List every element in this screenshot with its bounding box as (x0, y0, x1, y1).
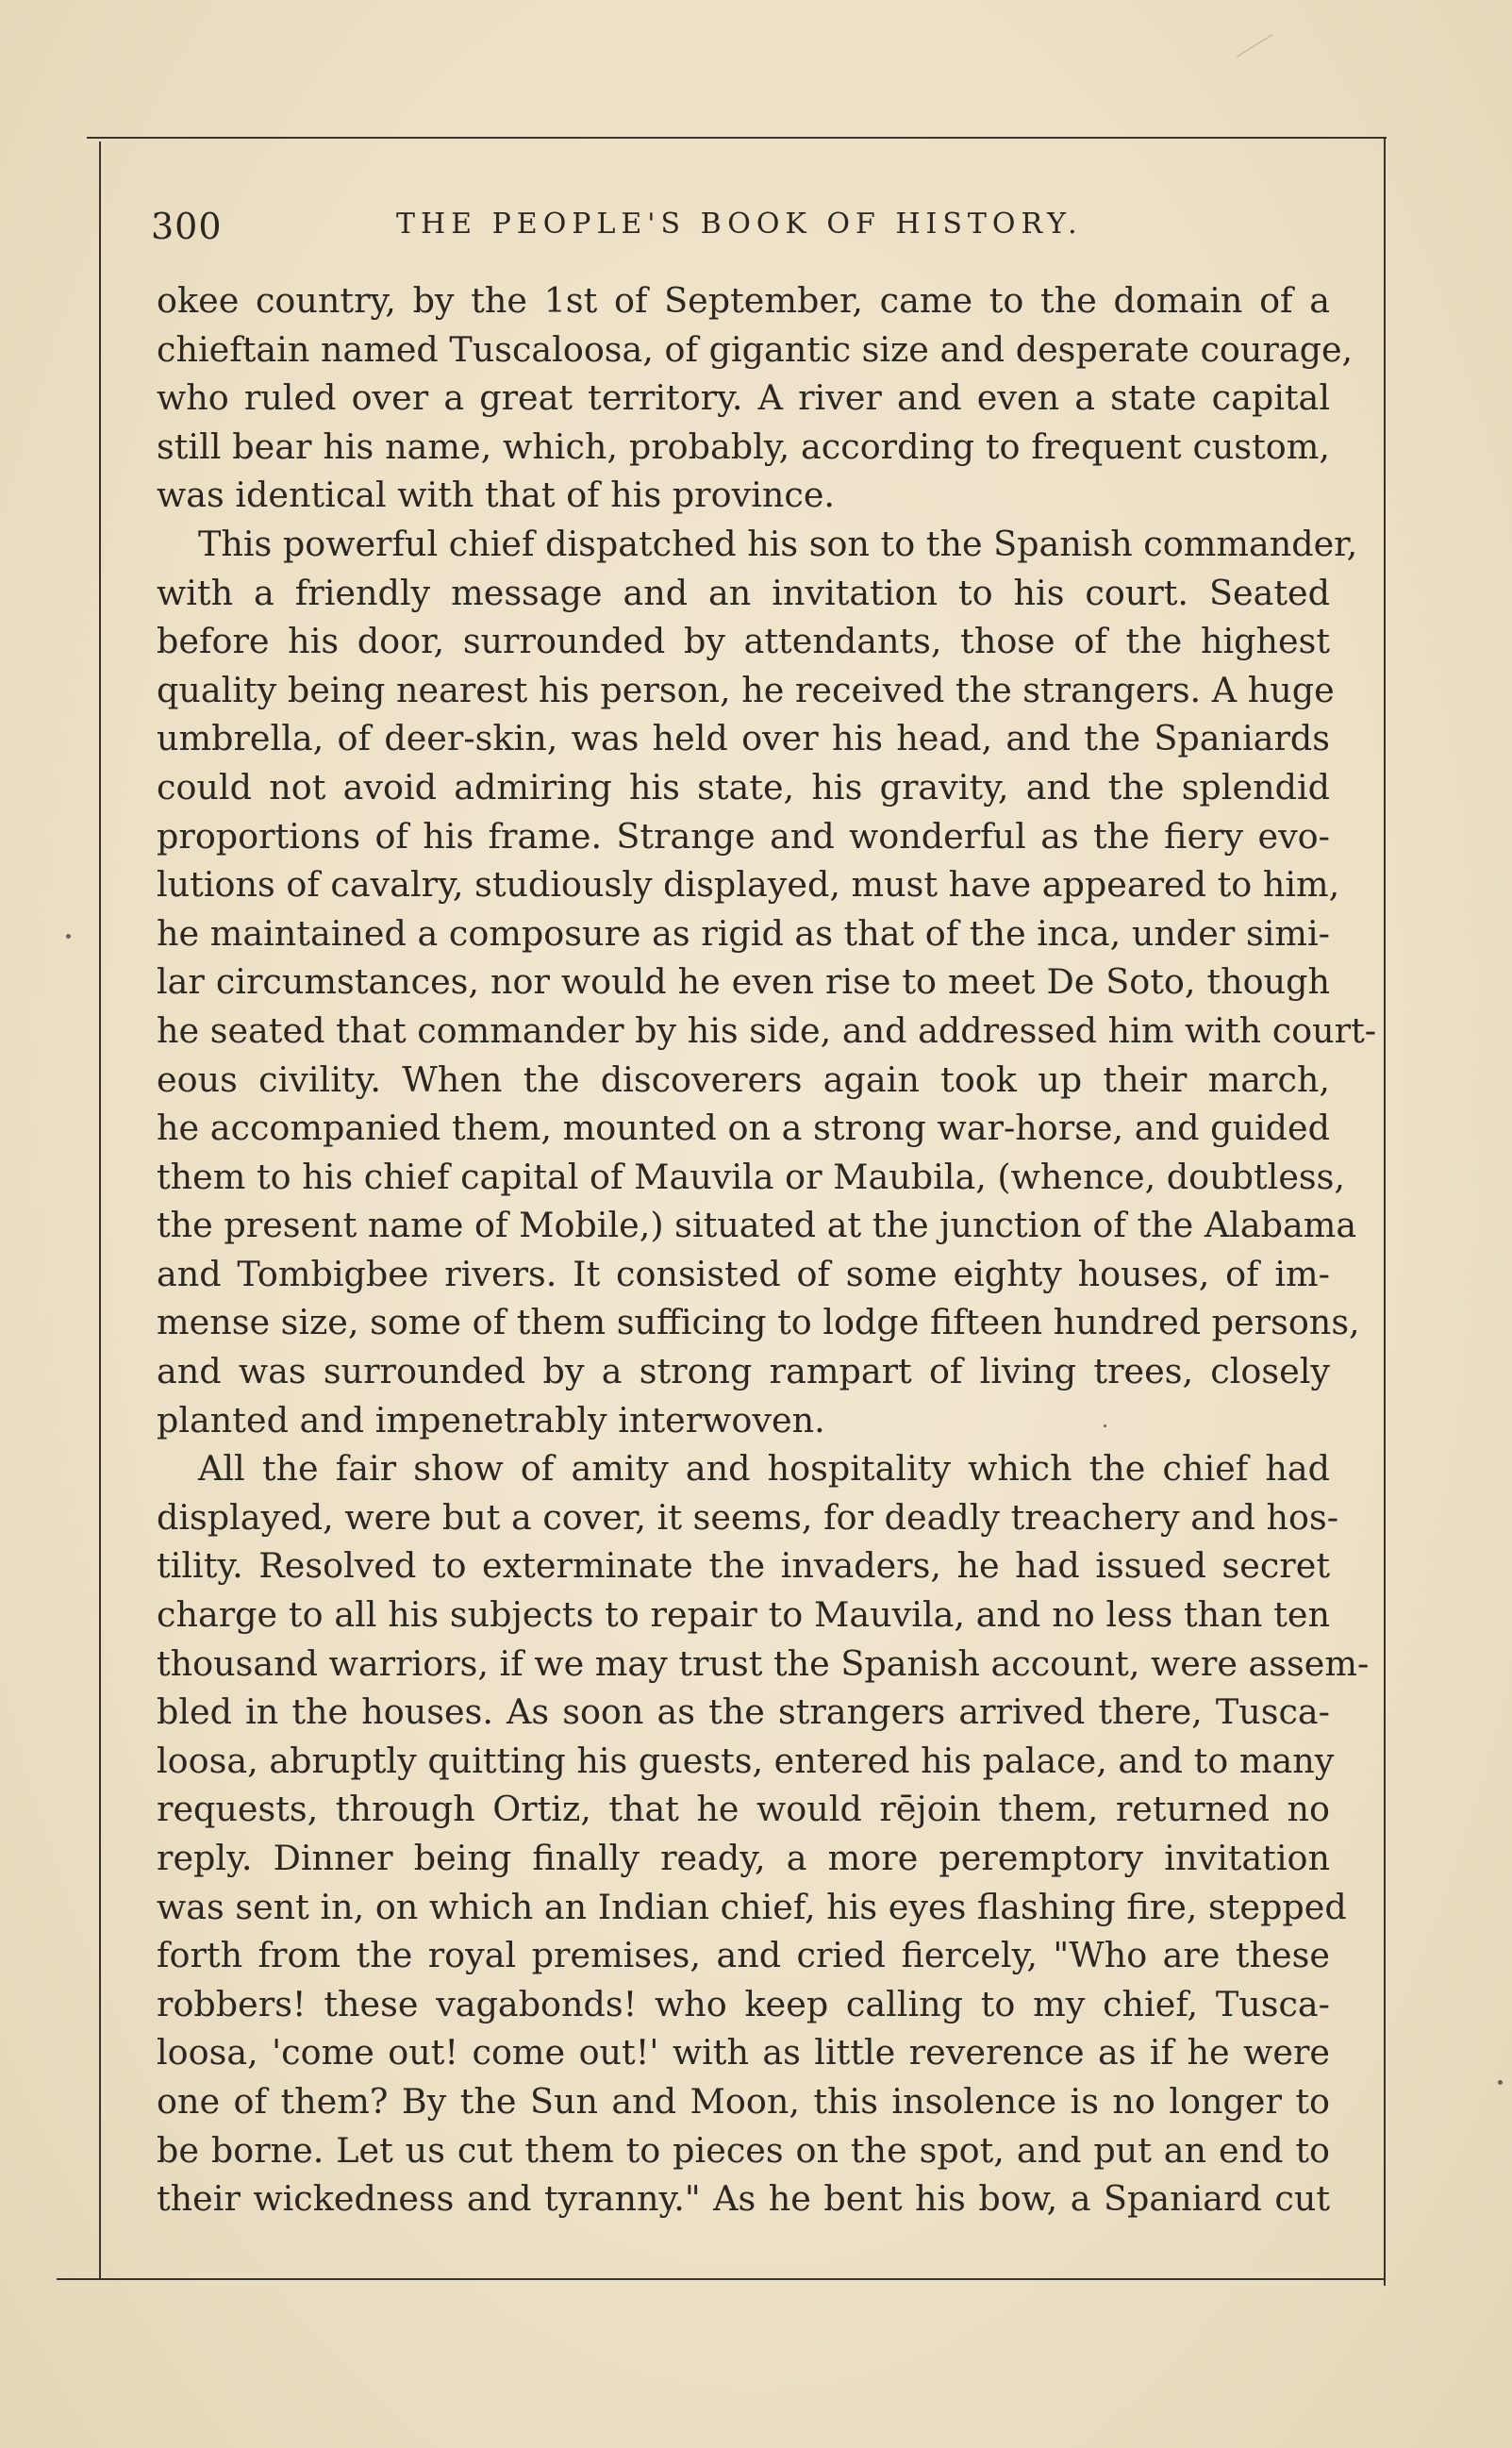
text-line: who ruled over a great territory. A river and even a state capital (157, 377, 1330, 419)
text-line: okee country, by the 1st of September, came to the domain of a (157, 280, 1330, 321)
page-number: 300 (151, 206, 223, 247)
frame-rule-bottom (57, 2278, 1385, 2280)
text-line: he seated that commander by his side, and addressed him with court- (157, 1009, 1377, 1051)
text-line: quality being nearest his person, he received the strangers. A huge (157, 669, 1335, 710)
text-line: chieftain named Tuscaloosa, of gigantic size and desperate courage, (157, 328, 1354, 370)
text-line: proportions of his frame. Strange and wonderful as the fiery evo- (157, 815, 1330, 857)
text-line: them to his chief capital of Mauvila or Maubila, (whence, doubtless, (157, 1156, 1345, 1197)
text-line: he accompanied them, mounted on a strong war-horse, and guided (157, 1107, 1330, 1149)
text-line: was identical with that of his province. (157, 475, 836, 516)
text-line: This powerful chief dispatched his son to the Spanish commander, (198, 523, 1358, 564)
text-line: robbers! these vagabonds! who keep calling to my chief, Tusca- (157, 1983, 1330, 2024)
paper-speck (1104, 1424, 1106, 1427)
text-line: before his door, surrounded by attendants, those of the highest (157, 621, 1330, 662)
text-line: with a friendly message and an invitation to his court. Seated (157, 572, 1330, 613)
text-line: mense size, some of them sufficing to lodge fifteen hundred persons, (157, 1302, 1360, 1343)
text-line: their wickedness and tyranny." As he bent his bow, a Spaniard cut (157, 2178, 1330, 2220)
paper-speck (1498, 2080, 1503, 2085)
text-line: eous civility. When the discoverers again took up their march, (157, 1058, 1330, 1100)
text-line: was sent in, on which an Indian chief, his eyes flashing fire, stepped (157, 1886, 1347, 1927)
text-line: charge to all his subjects to repair to Mauvila, and no less than ten (157, 1594, 1330, 1636)
text-line: could not avoid admiring his state, his gravity, and the splendid (157, 766, 1330, 808)
frame-rule-top (87, 137, 1387, 139)
text-line: displayed, were but a cover, it seems, for deadly treachery and hos- (157, 1496, 1339, 1538)
text-line: All the fair show of amity and hospitality which the chief had (198, 1448, 1330, 1490)
text-line: still bear his name, which, probably, according to frequent custom, (157, 425, 1330, 467)
paper-speck (66, 934, 71, 939)
text-line: lar circumstances, nor would he even rise to meet De Soto, though (157, 961, 1330, 1003)
text-line: planted and impenetrably interwoven. (157, 1399, 825, 1440)
text-line: and Tombigbee rivers. It consisted of some eighty houses, of im- (157, 1253, 1330, 1294)
text-line: loosa, abruptly quitting his guests, entered his palace, and to many (157, 1740, 1335, 1781)
running-head: THE PEOPLE'S BOOK OF HISTORY. (396, 208, 1083, 241)
text-line: forth from the royal premises, and cried fiercely, "Who are these (157, 1935, 1330, 1976)
text-line: umbrella, of deer-skin, was held over his head, and the Spaniards (157, 718, 1330, 759)
text-line: requests, through Ortiz, that he would rējoin them, returned no (157, 1789, 1330, 1830)
text-line: bled in the houses. As soon as the strangers arrived there, Tusca- (157, 1691, 1330, 1733)
text-line: reply. Dinner being finally ready, a more peremptory invitation (157, 1838, 1330, 1878)
text-line: he maintained a composure as rigid as that of the inca, under simi- (157, 912, 1330, 954)
text-line: lutions of cavalry, studiously displayed, must have appeared to him, (157, 864, 1340, 906)
frame-rule-right (1384, 137, 1386, 2286)
text-line: be borne. Let us cut them to pieces on the spot, and put an end to (157, 2129, 1330, 2171)
text-line: thousand warriors, if we may trust the Spanish account, were assem- (157, 1642, 1370, 1684)
text-line: tility. Resolved to exterminate the invaders, he had issued secret (157, 1545, 1330, 1587)
frame-rule-left (99, 142, 101, 2278)
text-line: and was surrounded by a strong rampart of living trees, closely (157, 1351, 1330, 1392)
text-line: the present name of Mobile,) situated at the junction of the Alabama (157, 1205, 1357, 1246)
text-line: one of them? By the Sun and Moon, this insolence is no longer to (157, 2080, 1330, 2122)
text-line: loosa, 'come out! come out!' with as little reverence as if he were (157, 2032, 1330, 2073)
body-text (157, 276, 1377, 2223)
